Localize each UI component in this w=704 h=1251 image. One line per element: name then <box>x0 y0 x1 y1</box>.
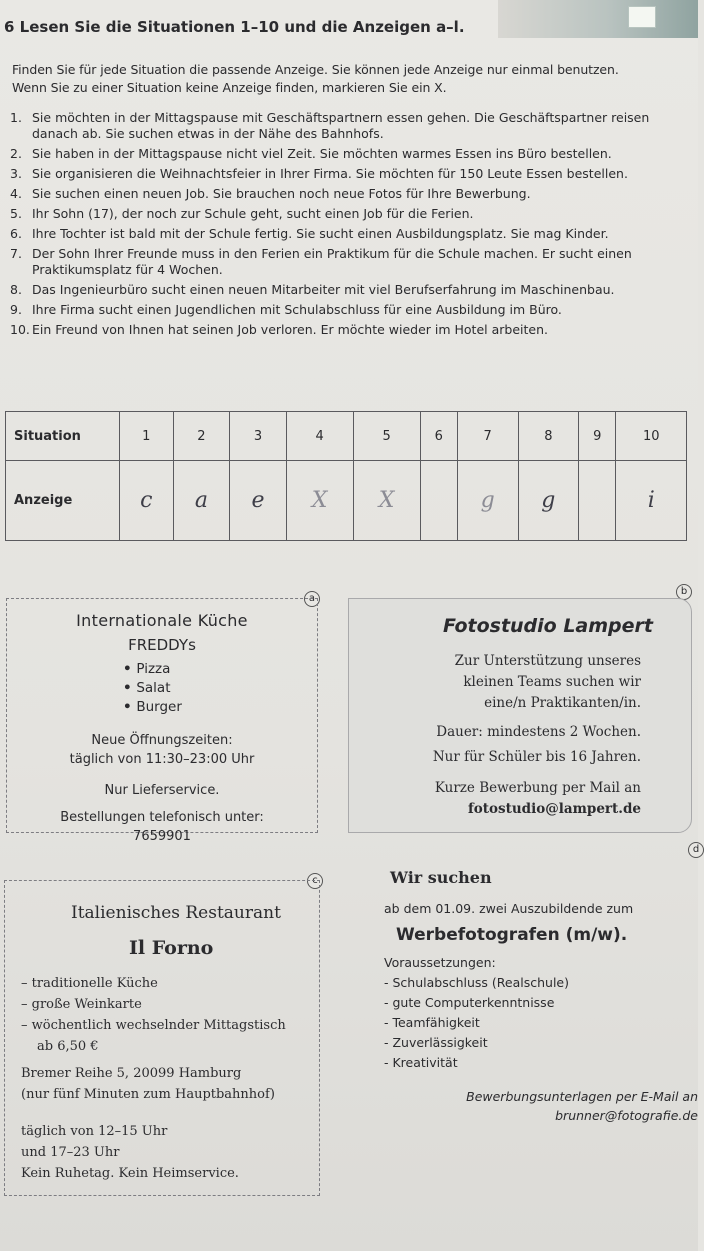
situation-item: 9. Ihre Firma sucht einen Jugendlichen mit Schulabschluss für eine Ausbildung im Büro. <box>10 302 562 317</box>
answer-cell[interactable]: a <box>173 461 230 541</box>
column-number: 5 <box>353 412 420 461</box>
ad-b-line: Zur Unterstützung unseres <box>454 653 641 669</box>
answer-table <box>5 411 687 541</box>
column-number: 8 <box>518 412 579 461</box>
ad-d-job: Werbefotografen (m/w). <box>396 925 628 945</box>
ad-b-duration: Dauer: mindestens 2 Wochen. <box>436 724 641 740</box>
ad-b-title: Fotostudio Lampert <box>442 615 653 637</box>
answer-cell[interactable]: g <box>457 461 518 541</box>
ad-c-il-forno <box>4 880 320 1196</box>
column-number: 2 <box>173 412 230 461</box>
row-header-answer: Anzeige <box>6 461 120 541</box>
ad-d-requirement: - gute Computerkenntnisse <box>384 995 555 1010</box>
ad-c-price: ab 6,50 € <box>37 1039 99 1054</box>
situation-item: 3. Sie organisieren die Weihnachtsfeier in Ihrer Firma. Sie möchten für 150 Leute Essen bestellen. <box>10 166 628 181</box>
ad-b-apply: Kurze Bewerbung per Mail an <box>434 780 641 796</box>
ad-b-condition: Nur für Schüler bis 16 Jahren. <box>432 749 641 765</box>
row-header-situation: Situation <box>6 412 120 461</box>
ad-d-apply: Bewerbungsunterlagen per E-Mail an <box>466 1089 698 1104</box>
ad-d-requirement: - Zuverlässigkeit <box>384 1035 488 1050</box>
column-number: 4 <box>286 412 353 461</box>
situation-item: 6. Ihre Tochter ist bald mit der Schule fertig. Sie sucht einen Ausbildungsplatz. Sie mag Kinder. <box>10 226 609 241</box>
ad-b-email: fotostudio@lampert.de <box>467 801 641 817</box>
ad-a-hours: täglich von 11:30–23:00 Uhr <box>69 752 255 767</box>
situation-item: 4. Sie suchen einen neuen Job. Sie brauchen noch neue Fotos für Ihre Bewerbung. <box>10 186 531 201</box>
column-number: 9 <box>579 412 616 461</box>
ad-c-name: Il Forno <box>129 937 214 959</box>
answer-row <box>6 461 687 541</box>
ad-d-subtitle: ab dem 01.09. zwei Auszubildende zum <box>384 901 634 916</box>
menu-item: • Salat <box>123 679 317 698</box>
situation-item: 10. Ein Freund von Ihnen hat seinen Job verloren. Er möchte wieder im Hotel arbeiten. <box>10 322 548 337</box>
ad-b-line: eine/n Praktikanten/in. <box>484 695 641 711</box>
ad-c-feature: – traditionelle Küche <box>21 976 158 991</box>
column-number: 1 <box>120 412 174 461</box>
situation-item: 5. Ihr Sohn (17), der noch zur Schule geht, sucht einen Job für die Ferien. <box>10 206 474 221</box>
ad-c-note: Kein Ruhetag. Kein Heimservice. <box>21 1166 239 1181</box>
answer-cell[interactable] <box>579 461 616 541</box>
situation-item: 8. Das Ingenieurbüro sucht einen neuen Mitarbeiter mit viel Berufserfahrung im Maschinenbau. <box>10 282 615 297</box>
answer-cell[interactable] <box>420 461 457 541</box>
exercise-heading: 6 Lesen Sie die Situationen 1–10 und die Anzeigen a–l. <box>4 18 465 36</box>
menu-item: • Burger <box>123 698 317 717</box>
situation-item: 7. Der Sohn Ihrer Freunde muss in den Ferien ein Praktikum für die Schule machen. Er sucht einen Praktikumsplatz für 4 Wochen. <box>10 246 632 277</box>
ad-a-name: FREDDYs <box>128 636 196 654</box>
ad-b-marker: b <box>676 584 692 600</box>
ad-a-delivery: Nur Lieferservice. <box>104 783 220 798</box>
column-number: 3 <box>230 412 286 461</box>
column-number: 10 <box>616 412 687 461</box>
intro-line-1: Finden Sie für jede Situation die passende Anzeige. Sie können jede Anzeige nur einmal benutzen. <box>12 62 619 77</box>
ad-d-requirement: - Teamfähigkeit <box>384 1015 480 1030</box>
ad-a-title: Internationale Küche <box>76 611 248 630</box>
column-number: 6 <box>420 412 457 461</box>
ad-d-werbefotograf <box>374 870 698 1160</box>
ad-c-location: (nur fünf Minuten zum Hauptbahnhof) <box>21 1087 275 1102</box>
ad-c-marker: c <box>307 873 323 889</box>
ad-d-marker: d <box>688 842 704 858</box>
ad-c-address: Bremer Reihe 5, 20099 Hamburg <box>21 1066 242 1081</box>
ad-c-title: Italienisches Restaurant <box>71 903 281 923</box>
ad-d-requirement: - Kreativität <box>384 1055 458 1070</box>
photo-background-corner <box>498 0 698 38</box>
answer-cell[interactable]: i <box>616 461 687 541</box>
answer-cell[interactable]: e <box>230 461 286 541</box>
situation-row <box>6 412 687 461</box>
ad-d-email: brunner@fotografie.de <box>555 1108 698 1123</box>
menu-item: • Pizza <box>123 660 317 679</box>
situation-item: 2. Sie haben in der Mittagspause nicht viel Zeit. Sie möchten warmes Essen ins Büro bestellen. <box>10 146 612 161</box>
ad-d-title: Wir suchen <box>390 868 492 887</box>
ad-d-req-label: Voraussetzungen: <box>384 955 496 970</box>
ad-a-hours-label: Neue Öffnungszeiten: <box>91 733 233 748</box>
ad-c-hours: und 17–23 Uhr <box>21 1145 120 1160</box>
ad-a-freddys <box>6 598 318 844</box>
situation-list <box>10 110 690 342</box>
ad-c-feature: – wöchentlich wechselnder Mittagstisch <box>21 1018 286 1033</box>
ad-a-menu <box>123 660 317 717</box>
ad-b-line: kleinen Teams suchen wir <box>463 674 641 690</box>
ad-d-requirement: - Schulabschluss (Realschule) <box>384 975 569 990</box>
answer-cell[interactable]: X <box>353 461 420 541</box>
ad-c-hours: täglich von 12–15 Uhr <box>21 1124 168 1139</box>
column-number: 7 <box>457 412 518 461</box>
intro-line-2: Wenn Sie zu einer Situation keine Anzeige finden, markieren Sie ein X. <box>12 80 447 95</box>
situation-item: 1. Sie möchten in der Mittagspause mit Geschäftspartnern essen gehen. Die Geschäftspartner reisen danach ab. Sie suchen etwas in der Nähe des Bahnhofs. <box>10 110 650 141</box>
window-reflection <box>628 6 656 28</box>
answer-cell[interactable]: g <box>518 461 579 541</box>
ad-b-fotostudio <box>348 598 692 833</box>
ad-a-phone: 7659901 <box>133 829 191 844</box>
ad-a-marker: a <box>304 591 320 607</box>
answer-cell[interactable]: c <box>120 461 174 541</box>
ad-a-order-label: Bestellungen telefonisch unter: <box>60 810 264 825</box>
answer-cell[interactable]: X <box>286 461 353 541</box>
ad-c-feature: – große Weinkarte <box>21 997 142 1012</box>
